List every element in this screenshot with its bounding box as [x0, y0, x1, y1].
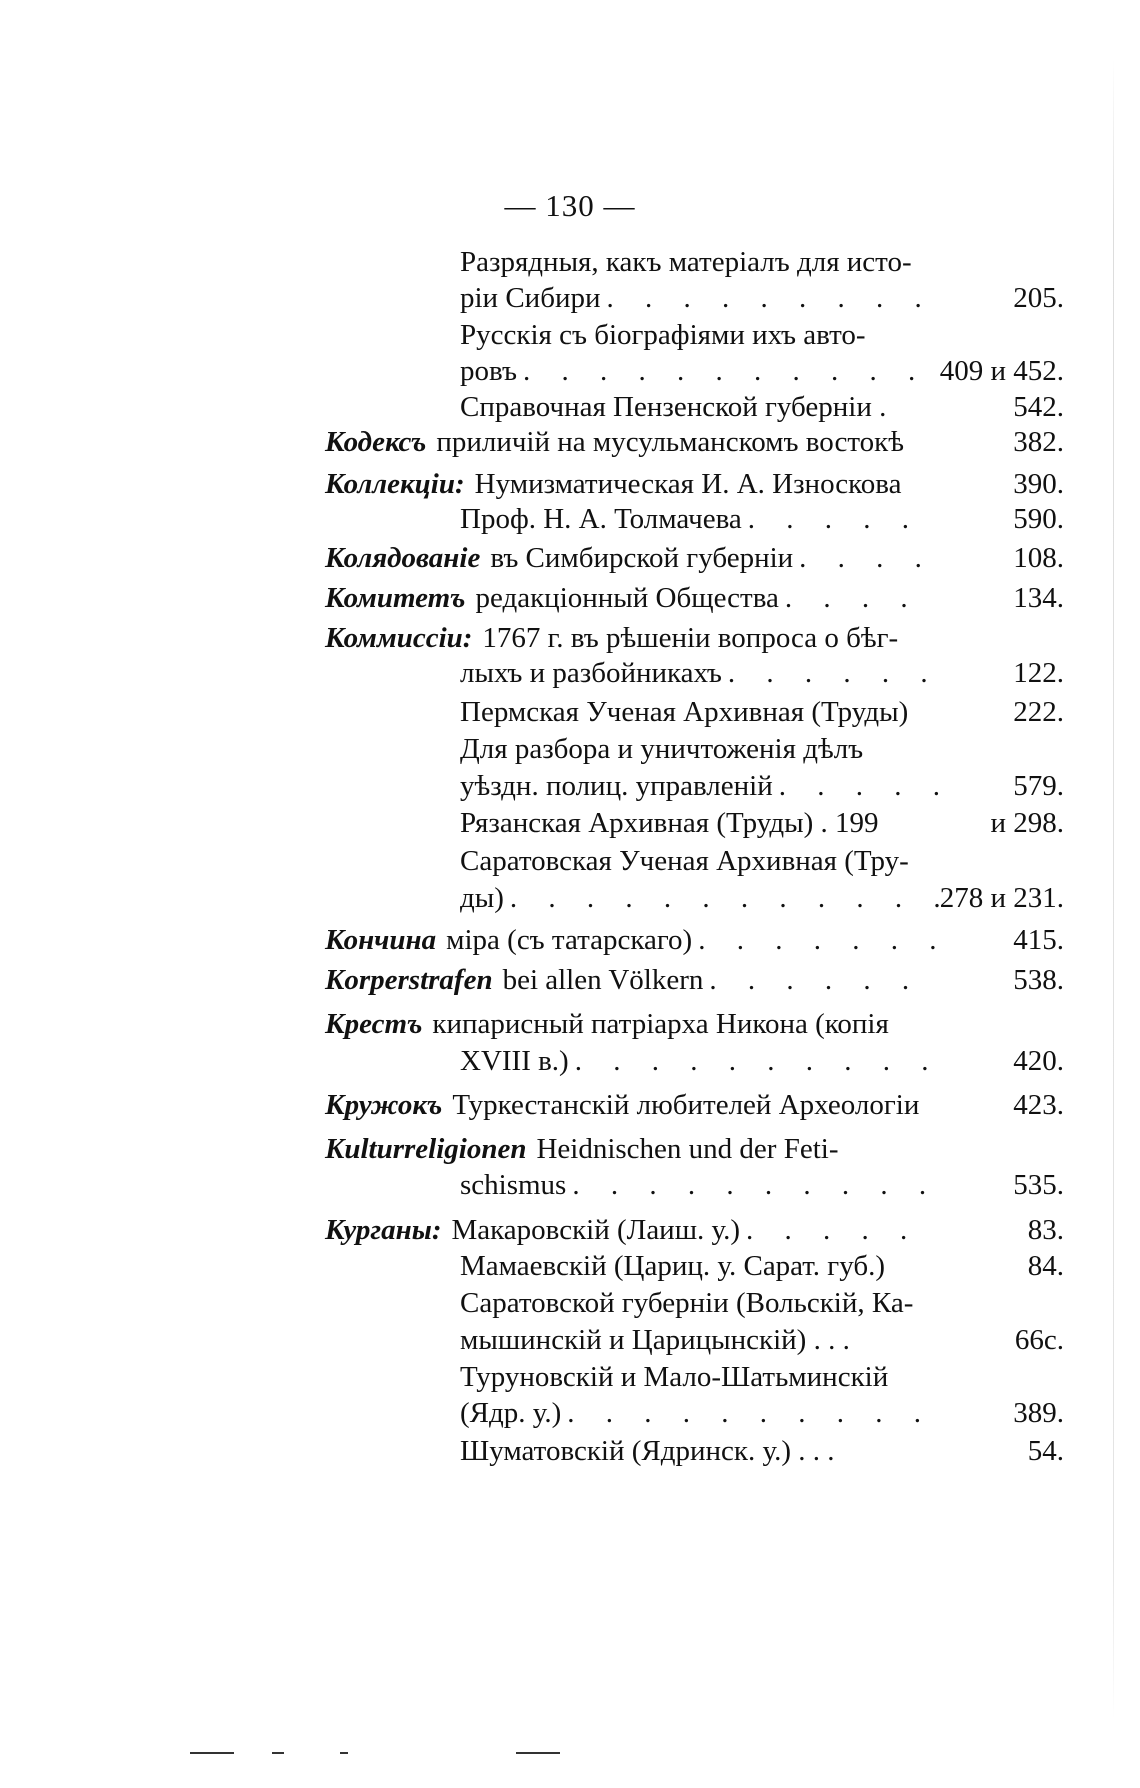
- entry-text: лыхъ и разбойникахъ: [460, 657, 722, 689]
- entry-text: приличій на мусульманскомъ востокѣ: [436, 426, 904, 458]
- index-line: [460, 653, 940, 693]
- index-line: [460, 499, 940, 539]
- entry-heading: Кончина: [325, 924, 437, 956]
- index-line: [460, 878, 940, 918]
- page-reference: 205.: [1013, 282, 1064, 314]
- entry-text: Туркестанскій любителей Археологіи: [452, 1089, 920, 1121]
- index-line: [460, 1041, 940, 1081]
- entry-text: мышинскій и Царицынскій) . . .: [460, 1324, 850, 1356]
- page-reference: 535.: [1013, 1169, 1064, 1201]
- page-reference: 579.: [1013, 770, 1064, 802]
- index-line: [325, 960, 940, 1000]
- index-line: [325, 1085, 940, 1125]
- dot-leader: [742, 499, 940, 539]
- entry-text: ріи Сибири: [460, 282, 601, 314]
- index-line: [325, 464, 940, 504]
- index-line: [460, 1320, 940, 1360]
- dot-leader: [722, 653, 940, 693]
- page-reference: 222.: [1013, 696, 1064, 728]
- page-reference: 538.: [1013, 964, 1064, 996]
- index-line: [460, 692, 940, 732]
- index-line: [460, 1283, 940, 1323]
- page-reference: и 298.: [990, 807, 1064, 839]
- page-reference: 66с.: [1014, 1324, 1064, 1356]
- entry-heading: Коммиссіи:: [325, 622, 473, 654]
- entry-text: (Ядр. у.): [460, 1397, 562, 1429]
- index-line: [460, 1357, 940, 1397]
- entry-text: bei allen Völkern: [502, 964, 704, 996]
- dot-leader: [517, 351, 940, 391]
- entry-text: schismus: [460, 1169, 567, 1201]
- page-reference: 389.: [1013, 1397, 1064, 1429]
- entry-heading: Korperstrafen: [325, 964, 493, 996]
- index-line: [460, 766, 940, 806]
- dot-leader: [740, 1210, 940, 1250]
- entry-text: XVIII в.): [460, 1045, 569, 1077]
- entry-text: Heidnischen und der Feti-: [536, 1133, 839, 1165]
- page-reference: 108.: [1013, 542, 1064, 574]
- entry-text: міра (съ татарскаго): [446, 924, 693, 956]
- page-reference: 54.: [1027, 1435, 1064, 1467]
- dot-leader: [703, 960, 940, 1000]
- entry-heading: Кружокъ: [325, 1089, 443, 1121]
- entry-text: Для разбора и уничтоженія дѣлъ: [460, 733, 864, 765]
- index-line: [325, 538, 940, 578]
- entry-text: кипарисный патріарха Никона (копія: [432, 1008, 889, 1040]
- index-line: [460, 242, 940, 282]
- dot-leader: [600, 278, 940, 318]
- dot-leader: [566, 1165, 940, 1205]
- index-line: [460, 351, 940, 391]
- page-reference: 390.: [1013, 468, 1064, 500]
- entry-text: Русскія съ біографіями ихъ авто-: [460, 319, 866, 351]
- entry-text: Шуматовскій (Ядринск. у.) . . .: [460, 1435, 835, 1467]
- page-number: — 130 —: [504, 188, 636, 223]
- entry-heading: Курганы:: [325, 1214, 442, 1246]
- entry-text: Разрядныя, какъ матеріалъ для исто-: [460, 246, 912, 278]
- index-line: [460, 278, 940, 318]
- entry-text: Пермская Ученая Архивная (Труды): [460, 696, 909, 728]
- page-reference: 134.: [1013, 582, 1064, 614]
- page-reference: 278 и 231.: [939, 882, 1064, 914]
- index-line: [460, 803, 940, 843]
- dot-leader: [504, 878, 940, 918]
- entry-text: редакціонный Общества: [475, 582, 779, 614]
- entry-heading: Комитетъ: [325, 582, 466, 614]
- index-line: [460, 841, 940, 881]
- index-line: [325, 920, 940, 960]
- entry-text: ды): [460, 882, 504, 914]
- entry-text: Саратовской губерніи (Вольскій, Ка-: [460, 1287, 914, 1319]
- page-reference: 590.: [1013, 503, 1064, 535]
- entry-text: ровъ: [460, 355, 517, 387]
- entry-text: Мамаевскій (Цариц. у. Сарат. губ.): [460, 1250, 885, 1282]
- entry-heading: Крестъ: [325, 1008, 423, 1040]
- page-reference: 542.: [1013, 391, 1064, 423]
- dot-leader: [692, 920, 940, 960]
- entry-text: Саратовская Ученая Архивная (Тру-: [460, 845, 909, 877]
- entry-heading: Kulturreligionen: [325, 1133, 527, 1165]
- page-reference: 83.: [1027, 1214, 1064, 1246]
- entry-text: 1767 г. въ рѣшеніи вопроса о бѣг-: [482, 622, 899, 654]
- entry-text: въ Симбирской губерніи: [490, 542, 794, 574]
- page-reference: 423.: [1013, 1089, 1064, 1121]
- page-reference: 420.: [1013, 1045, 1064, 1077]
- entry-heading: Кодексъ: [325, 426, 427, 458]
- index-line: [325, 618, 940, 658]
- index-line: [460, 315, 940, 355]
- page-reference: 122.: [1013, 657, 1064, 689]
- index-line: [460, 1431, 940, 1471]
- index-line: [325, 422, 940, 462]
- index-line: [325, 578, 940, 618]
- index-line: [325, 1129, 940, 1169]
- entry-text: Нумизматическая И. А. Износкова: [474, 468, 902, 500]
- index-line: [460, 1246, 940, 1286]
- index-line: [325, 1210, 940, 1250]
- index-line: [460, 1393, 940, 1433]
- entry-text: Рязанская Архивная (Труды) . 199: [460, 807, 879, 839]
- index-line: [460, 729, 940, 769]
- footer-marks: [190, 1752, 690, 1762]
- entry-text: Справочная Пензенской губерніи .: [460, 391, 887, 423]
- page-reference: 382.: [1013, 426, 1064, 458]
- entry-heading: Коллекціи:: [325, 468, 465, 500]
- entry-text: уѣздн. полиц. управленій: [460, 770, 773, 802]
- scan-edge: [1113, 60, 1114, 1720]
- page-reference: 409 и 452.: [939, 355, 1064, 387]
- index-line: [325, 1004, 940, 1044]
- page-reference: 84.: [1027, 1250, 1064, 1282]
- page-reference: 415.: [1013, 924, 1064, 956]
- entry-heading: Колядованіе: [325, 542, 481, 574]
- entry-text: Туруновскій и Мало-Шатьминскій: [460, 1361, 889, 1393]
- dot-leader: [569, 1041, 940, 1081]
- entry-text: Макаровскій (Лаиш. у.): [451, 1214, 741, 1246]
- index-line: [460, 1165, 940, 1205]
- index-line: [460, 387, 940, 427]
- entry-text: Проф. Н. А. Толмачева: [460, 503, 742, 535]
- dot-leader: [561, 1393, 940, 1433]
